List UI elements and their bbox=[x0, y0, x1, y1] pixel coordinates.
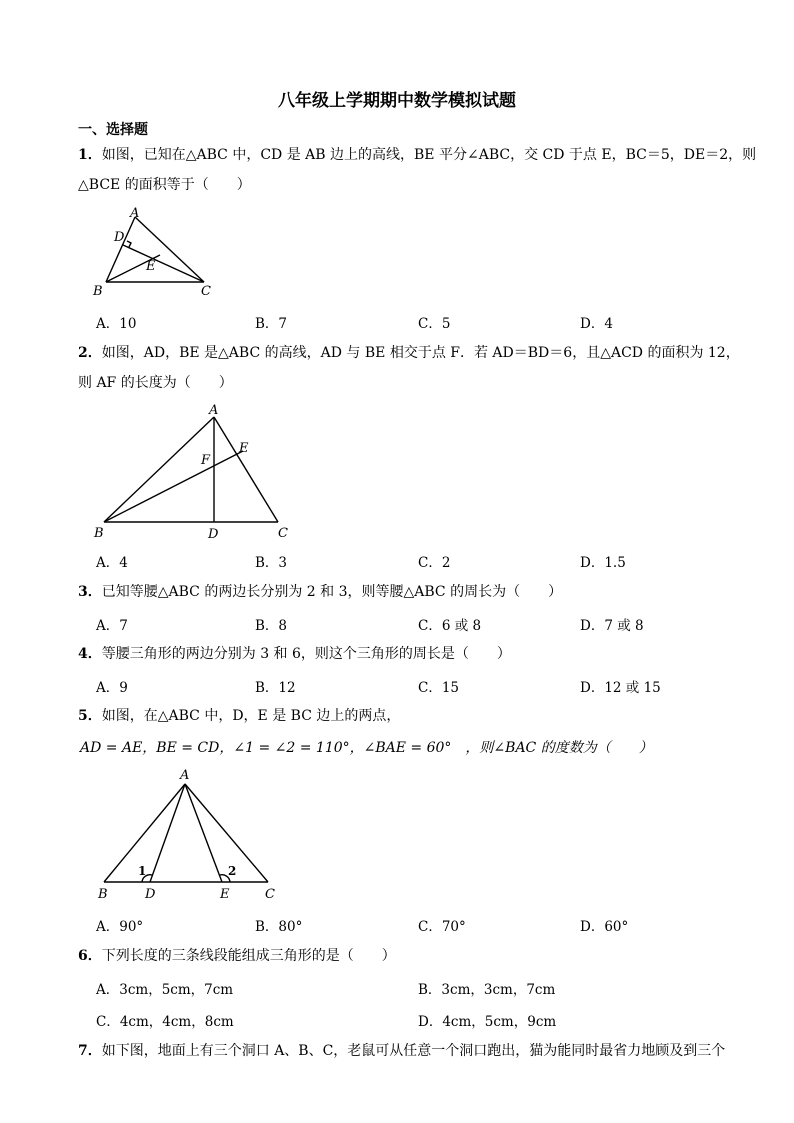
figure-label: A bbox=[180, 768, 190, 783]
question-text-line: 下列长度的三条线段能组成三角形的是（ ） bbox=[101, 948, 396, 964]
figure-label: D bbox=[145, 887, 156, 902]
option-c[interactable]: C．6 或 8 bbox=[418, 618, 482, 634]
option-d[interactable]: D．4cm，5cm，9cm bbox=[418, 1014, 557, 1030]
option-c[interactable]: C．4cm，4cm，8cm bbox=[96, 1014, 234, 1030]
figure-label: E bbox=[239, 441, 249, 456]
question-1 bbox=[78, 145, 756, 165]
question-text-line: 如下图，地面上有三个洞口 A、B、C，老鼠可从任意一个洞口跑出，猫为能同时最省力地顾及到三个 bbox=[101, 1043, 726, 1059]
question-number: 7． bbox=[78, 1043, 102, 1059]
option-d[interactable]: D．7 或 8 bbox=[580, 618, 644, 634]
figure-label: A bbox=[130, 206, 140, 221]
option-c[interactable]: C．70° bbox=[418, 919, 466, 935]
option-a[interactable]: A．90° bbox=[96, 919, 144, 935]
option-b[interactable]: B．8 bbox=[255, 618, 288, 634]
option-a[interactable]: A．4 bbox=[96, 555, 128, 571]
question-text-line: 如图，已知在△ABC 中，CD 是 AB 边上的高线，BE 平分∠ABC，交 CD 于点 E，BC＝5，DE＝2，则 bbox=[101, 147, 757, 163]
option-b[interactable]: B．3cm，3cm，7cm bbox=[418, 982, 556, 998]
figure-label: 1 bbox=[138, 864, 147, 878]
option-a[interactable]: A．3cm，5cm，7cm bbox=[96, 982, 234, 998]
option-a[interactable]: A．7 bbox=[96, 618, 128, 634]
question-text-line: 则 AF 的长度为（ ） bbox=[78, 375, 233, 391]
question-text-line: 如图，AD，BE 是△ABC 的高线，AD 与 BE 相交于点 F．若 AD＝BD＝6，且△ACD 的面积为 12， bbox=[101, 345, 740, 361]
question-7 bbox=[78, 1041, 725, 1061]
figure-label: C bbox=[278, 526, 288, 541]
figure-label: D bbox=[208, 527, 219, 542]
figure-label: D bbox=[114, 230, 125, 245]
figure-q2 bbox=[88, 400, 298, 546]
option-a[interactable]: A．9 bbox=[96, 680, 128, 696]
question-3 bbox=[78, 582, 562, 602]
option-c[interactable]: C．5 bbox=[418, 316, 451, 332]
question-text-line: △BCE 的面积等于（ ） bbox=[78, 177, 251, 193]
option-a[interactable]: A．10 bbox=[96, 316, 137, 332]
figure-label: F bbox=[201, 453, 211, 468]
option-b[interactable]: B．12 bbox=[255, 680, 296, 696]
question-6 bbox=[78, 946, 396, 966]
question-4 bbox=[78, 644, 511, 664]
page-title: 八年级上学期期中数学模拟试题 bbox=[278, 91, 516, 111]
figure-label: A bbox=[209, 403, 219, 418]
option-d[interactable]: D．60° bbox=[580, 919, 629, 935]
option-d[interactable]: D．1.5 bbox=[580, 555, 626, 571]
question-number: 5． bbox=[78, 708, 102, 724]
question-number: 1． bbox=[78, 147, 102, 163]
question-5 bbox=[78, 706, 400, 726]
question-text-line: 如图，在△ABC 中，D，E 是 BC 边上的两点， bbox=[101, 708, 401, 724]
question-text-line: 已知等腰△ABC 的两边长分别为 2 和 3，则等腰△ABC 的周长为（ ） bbox=[101, 584, 563, 600]
option-c[interactable]: C．15 bbox=[418, 680, 460, 696]
question-number: 3． bbox=[78, 584, 102, 600]
figure-q5 bbox=[90, 764, 290, 906]
question-2 bbox=[78, 343, 740, 363]
option-c[interactable]: C．2 bbox=[418, 555, 451, 571]
section-heading: 一、选择题 bbox=[78, 122, 148, 138]
question-number: 4． bbox=[78, 646, 102, 662]
option-b[interactable]: B．3 bbox=[255, 555, 288, 571]
option-d[interactable]: D．4 bbox=[580, 316, 613, 332]
figure-label: E bbox=[146, 259, 156, 274]
figure-label: B bbox=[94, 526, 104, 541]
option-b[interactable]: B．7 bbox=[255, 316, 288, 332]
figure-label: C bbox=[201, 284, 211, 299]
figure-label: E bbox=[220, 887, 230, 902]
figure-label: B bbox=[98, 887, 108, 902]
option-b[interactable]: B．80° bbox=[255, 919, 303, 935]
question-number: 2． bbox=[78, 345, 102, 361]
question-text-line: 等腰三角形的两边分别为 3 和 6，则这个三角形的周长是（ ） bbox=[101, 646, 511, 662]
figure-q1 bbox=[88, 206, 218, 300]
question-text-line: AD = AE，BE = CD，∠1 = ∠2 = 110°，∠BAE = 60° ，则∠BAC 的度数为（ ） bbox=[80, 740, 653, 756]
figure-label: C bbox=[265, 887, 275, 902]
figure-label: 2 bbox=[228, 864, 237, 878]
question-number: 6． bbox=[78, 948, 102, 964]
option-d[interactable]: D．12 或 15 bbox=[580, 680, 661, 696]
figure-label: B bbox=[93, 284, 103, 299]
